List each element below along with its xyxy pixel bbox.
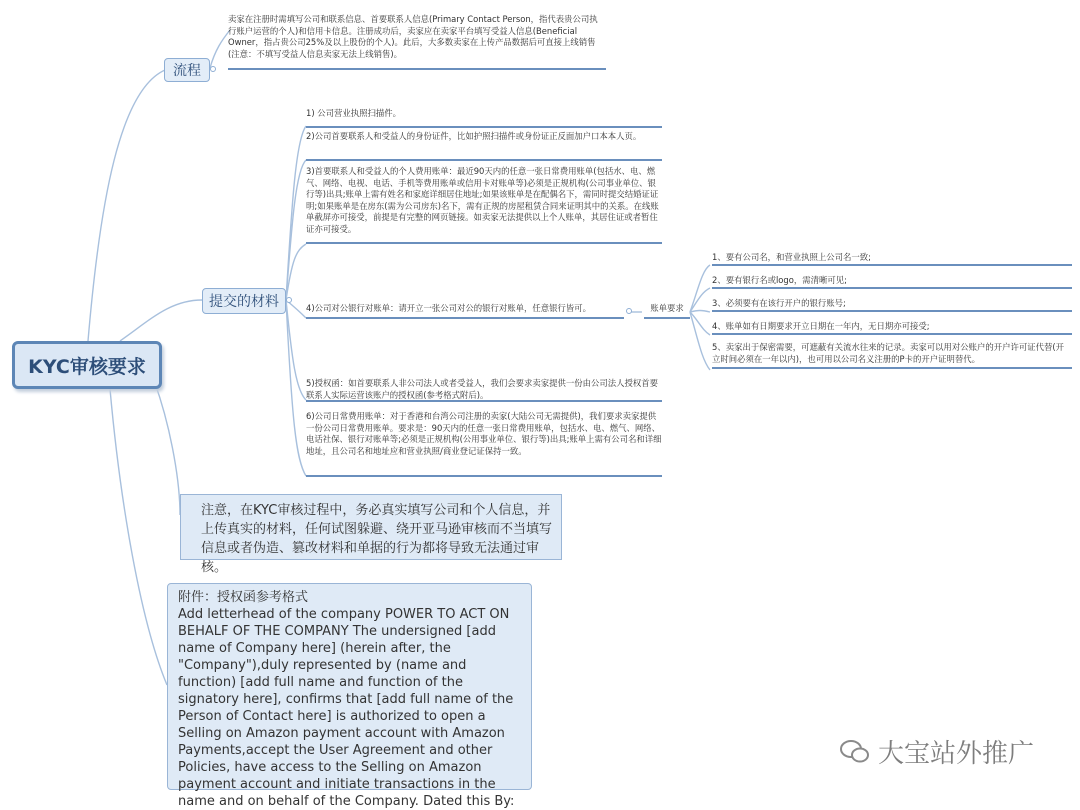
wechat-icon bbox=[840, 739, 870, 765]
statement-item-4: 4、账单如有日期要求开立日期在一年内，无日期亦可接受; bbox=[712, 321, 1072, 335]
note-box[interactable]: 注意，在KYC审核过程中，务必真实填写公司和个人信息，并上传真实的材料，任何试图躲避、绕开亚马逊审核而不当填写信息或者伪造、篡改材料和单据的行为都将导致无法通过审核。 bbox=[180, 494, 562, 560]
collapse-toggle[interactable] bbox=[626, 308, 632, 314]
material-item-1: 1) 公司营业执照扫描件。 bbox=[306, 108, 662, 128]
attachment-box[interactable] bbox=[167, 583, 532, 809]
root-node[interactable] bbox=[12, 341, 162, 389]
attachment-title: 附件：授权函参考格式 bbox=[178, 590, 309, 605]
statement-item-1: 1、要有公司名，和营业执照上公司名一致; bbox=[712, 252, 1072, 266]
attachment-body: Add letterhead of the company POWER TO ACT ON BEHALF OF THE COMPANY The undersigned [add name of Company here] (herein after, the "Company"),duly represented by (name and function) [add full name and function of the signatory here], confirms that [add full name of the Person of Contact here] is authorized to open a Selling on Amazon payment account with Amazon Payments,accept the User Agreement and other Policies, have access to the Selling on Amazon payment account and initiate transactions in the name and on behalf of the Company. Dated this By: bbox=[178, 607, 515, 809]
statement-item-2: 2、要有银行名或logo，需清晰可见; bbox=[712, 275, 1072, 289]
materials-node[interactable] bbox=[202, 288, 286, 314]
watermark-text: 大宝站外推广 bbox=[878, 739, 1035, 769]
material-item-4: 4)公司对公银行对账单：请开立一张公司对公的银行对账单，任意银行皆可。 bbox=[306, 303, 624, 319]
statement-node[interactable] bbox=[644, 303, 690, 319]
process-node[interactable] bbox=[164, 58, 210, 82]
root-label: KYC审核要求 bbox=[28, 355, 146, 378]
collapse-toggle[interactable] bbox=[210, 66, 216, 72]
statement-item-3: 3、必须要有在该行开户的银行账号; bbox=[712, 298, 1072, 312]
material-item-5: 5)授权函：如首要联系人非公司法人或者受益人，我们会要求卖家提供一份由公司法人授权首要联系人实际运营该账户的授权函(参考格式附后)。 bbox=[306, 378, 662, 402]
statement-label: 账单要求 bbox=[650, 303, 684, 313]
process-text: 卖家在注册时需填写公司和联系信息、首要联系人信息(Primary Contact Person，指代表贵公司执行账户运营的个人)和信用卡信息。注册成功后，卖家应在卖家平台填写受益人信息(Beneficial Owner，指占贵公司25%及以上股份的个人)。此后，大多数卖家在上传产品数据后可直接上线销售(注意：不填写受益人信息卖家无法上线销售)。 bbox=[228, 14, 606, 70]
materials-label: 提交的材料 bbox=[209, 294, 279, 310]
watermark bbox=[840, 733, 1034, 770]
material-item-2: 2)公司首要联系人和受益人的身份证件，比如护照扫描件或身份证正反面加户口本本人页。 bbox=[306, 131, 662, 161]
collapse-toggle[interactable] bbox=[286, 297, 292, 303]
material-item-3: 3)首要联系人和受益人的个人费用账单：最近90天内的任意一张日常费用账单(包括水、电、燃气、网络、电视、电话、手机等费用账单或信用卡对账单等)必须是正规机构(公司事业单位、银行等)出具;账单上需有姓名和家庭详细居住地址;如果该账单是在配偶名下，需同时提交结婚证证明;如果账单是在房东(需为公司房东)名下，需有正规的房屋租赁合同来证明其中的关系。在线账单截屏亦可接受，前提是有完整的网页链接。如卖家无法提供以上个人账单，其居住证或者暂住证亦可接受。 bbox=[306, 166, 662, 244]
process-label: 流程 bbox=[173, 63, 201, 79]
material-item-6: 6)公司日常费用账单：对于香港和台湾公司注册的卖家(大陆公司无需提供)，我们要求卖家提供一份公司日常费用账单。要求是：90天内的任意一张日常费用账单，包括水、电、燃气、网络、电话社保、银行对账单等;必须是正规机构(公用事业单位、银行等)出具;账单上需有公司名和详细地址，且公司名和地址应和营业执照/商业登记证保持一致。 bbox=[306, 411, 662, 477]
statement-item-5: 5、卖家出于保密需要，可遮蔽有关流水往来的记录。卖家可以用对公账户的开户许可证代替(开立时间必须在一年以内)，也可用以公司名义注册的P卡的开户证明替代。 bbox=[712, 342, 1072, 369]
